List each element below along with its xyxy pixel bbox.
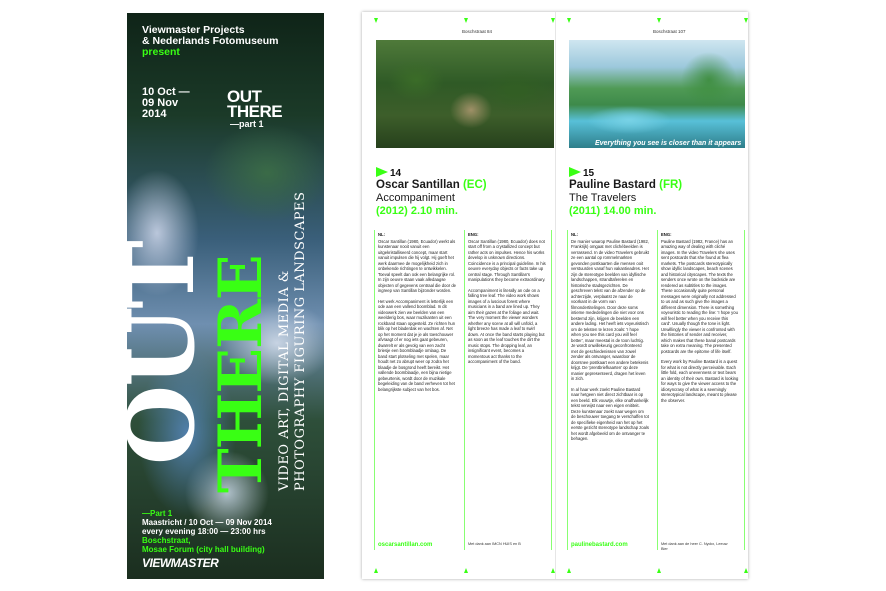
flyer-dates [142, 87, 190, 120]
flyer-vertical-line1: VIDEO ART, DIGITAL MEDIA & [277, 270, 292, 491]
crop-mark [374, 18, 378, 23]
crop-mark [464, 568, 468, 573]
text-column-nl [378, 232, 456, 397]
lang-label-nl: NL: [571, 232, 578, 237]
flyer-header-line1: Viewmaster Projects [142, 24, 245, 36]
artist-name [569, 179, 682, 191]
paragraph: Accompaniment is literally an ode on a falling tree leaf. The video work shows images of a luscious forest where musicians in a band are lined up. They aim their gazes at the foliage and wait. The very moment the viewer wonders whether any scene at all will unfold, a light breeze has made a leaf to swirl down. At once the band starts playing but as soon as the leaf touches the dirt the music stops. The dropping leaf, an insignificant event, becomes a momentous act thanks to the accompaniment of the band. [468, 287, 545, 364]
paragraph: Oscar Santillan (1980, Ecuador) werkt als kunstenaar nooit vanuit een uitgekristalliseerd concept, maar start vanuit impulsen die hij volgt. Hij goeft het werk daarmee de mogelijkheid zich in onbekende richtingen te ontwikkelen. Toeval speelt dan ook een belangrijke rol. In zijn oeuvre staan vaak alledaagse objecten of gegevens centraal die door de ingreep van Santillan bijzonder worden. [378, 238, 456, 293]
flyer-big-out: OUT [107, 242, 215, 465]
artwork-number [376, 167, 401, 179]
flyer-venue-line2: every evening 18:00 — 23:00 hrs [142, 527, 266, 536]
lang-label-en: ENG: [468, 232, 479, 237]
artist-name [376, 179, 487, 191]
artist-name-text: Oscar Santillan [376, 179, 460, 191]
lang-label-en: ENG: [661, 232, 672, 237]
column-rule [464, 230, 465, 550]
artist-website-link[interactable]: paulinebastard.com [571, 542, 628, 548]
text-column-en [661, 232, 739, 408]
flyer-small-title-line2: THERE [227, 102, 283, 121]
page-address: Boschstraat 107 [653, 29, 686, 34]
photo-subtitle-caption: Everything you see is closer than it appears [595, 140, 742, 147]
artist-country: (EC) [462, 179, 487, 191]
paragraph: De manier waarop Pauline Bastard (1982, Frankrijk) omgaat met clichébeelden is verrassend. In de video Travelers gebruikt ze een aantal op rommelmarkten gevonden postkaarten die mensen ooit verstuurden vanaf hun vakantieadres. Het zijn de stereotype beelden van idyllische landschappen, strandtaferelen en historische stadsgezichten. De geschreven tekst van de afzender op de achterzijde, verplaatst ze naar de voorkant in de vorm van filmondertitelingen. Door deze soms intieme mededelingen die niet voor ons bestemd zijn, krijgen de beelden een andere lading. Het heeft iets voyeuristisch om de teksten te lezen zoals: 'I hope when you see this card you will feel better', maar meestal is de toon luchtig. Je wordt onwillekeurig geconfronteerd met de geschiedenissen van zowel zender als ontvanger, waardoor de doorsnee postkaart een andere betekenis krijgt. De 'prentbriefkaarten' op deze manier gepresenteerd, dragen het leven in zich. [571, 238, 649, 381]
work-title: Accompaniment [376, 192, 455, 204]
column-rule [744, 230, 745, 550]
flyer-venue-line1: Maastricht / 10 Oct — 09 Nov 2014 [142, 518, 272, 527]
column-rule [551, 230, 552, 550]
flyer-vertical-subtitle [277, 192, 309, 491]
column-rule [657, 230, 658, 550]
flyer-venue-part: —Part 1 [142, 509, 173, 518]
flyer-date-line3: 2014 [142, 108, 167, 120]
crop-mark [567, 18, 571, 23]
artwork-number-value: 15 [583, 168, 595, 179]
work-year-duration: (2011) 14.00 min. [569, 205, 657, 217]
artwork-photo-forest-band [376, 40, 554, 148]
flyer-venue-line4: Mosae Forum (city hall building) [142, 545, 265, 554]
page-right [555, 12, 748, 579]
text-column-en [468, 232, 546, 370]
crop-mark [464, 18, 468, 23]
page-left [362, 12, 555, 579]
viewmaster-logo: VIEWMASTER [142, 556, 219, 570]
artist-name-text: Pauline Bastard [569, 179, 656, 191]
flyer-small-title-line1: OUT [227, 87, 262, 106]
lang-label-nl: NL: [378, 232, 385, 237]
flyer-small-title [227, 89, 282, 119]
column-rule [374, 230, 375, 550]
crop-mark [744, 568, 748, 573]
artwork-photo-pool-postcard [569, 40, 745, 148]
crop-mark [657, 568, 661, 573]
column-rule [567, 230, 568, 550]
paragraph: Every work by Pauline Bastard is a quest for what is not directly perceivable. Each little fold, each unevenness or text bears an identity of their own. Bastard is looking for ways to give the viewer access to the idiosyncrasy of what is a seemingly stereotypical landscape, meant to please the observer. [661, 359, 739, 403]
paragraph: In al haar werk zoekt Pauline Bastard naar hetgeen niet direct zichtbaar is op een beeld. Elk vouwtje, elke onafhankelijk tekst verwijst naar een eigen enititeit. Deze kunstenaar zoekt naar wegen om de beschouwer toegang te verschaffen tot de specifieke eigenheid van het op het eerste gezicht stereotype landschap zoals het wordt afgebeeld om de ontvanger te behagen. [571, 386, 649, 441]
arrow-icon [569, 167, 581, 177]
paragraph: Het werk Accompaniment is letterlijk een ode aan een vallend boomblad. In dit videowerk zien we beelden van een weelderig bos, waar muzikanten uit een rockband staan opgesteld. Ze richten hun blik op het bladerdak en wachten af. Net op het moment dat je je als toeschouwer afvraagt of er nog iets gaat gebeuren, dwarrelt er als gevolg van een zacht briesje een boomblaadje omlaag. De band start plotseling met spelen, maar houdt net zo abrupt weer op zodra het blaadje de bosgrond heeft bereikt. Het vallende boomblaadje, een bijna nietige gebeurtenis, wordt door de muzikale begeleiding van de band verheven tot het belangrijkste subject van het bos. [378, 298, 456, 392]
flyer-cover [107, 13, 324, 579]
flyer-venue [142, 509, 272, 554]
paragraph: Pauline Bastard (1982, France) has an amazing way of dealing with cliché images. In the video Travelers she uses sent postcards that she found at flea markets. The postcards stereotypically show idyllic landscapes, beach scenes and historical cityscapes. The texts the senders once wrote on the backside are rendered as subtitles to the images. These occasionally quite personal messages were originally not addressed to us and as such give the images a different dimension. There is something voyeuristic to reading the line: 'I hope you will feel better when you receive this card'. Usually though the tone is light. Unwillingly the viewer is confronted with the histories of sender and receiver, which makes that these banal postcards take on extra meaning. The presented postcards are the epitome of life itself. [661, 238, 738, 354]
work-year-duration: (2012) 2.10 min. [376, 205, 458, 217]
text-column-nl [571, 232, 649, 447]
arrow-icon [376, 167, 388, 177]
crop-mark [657, 18, 661, 23]
flyer-venue-line3: Boschstraat, [142, 536, 191, 545]
paragraph: Oscar Santillan (1980, Ecuador) does not start off from a crystallized concept but rather acts on impulses. Hence his works develop in unknown directions. Coincidence is a principal guideline. In his oeuvre everyday objects or facts take up central stage. Through Santillan's manipulations they become extraordinary. [468, 238, 546, 282]
booklet-spread [362, 12, 748, 579]
artwork-number [569, 167, 594, 179]
flyer-part-label: —part 1 [230, 119, 264, 129]
crop-mark [567, 568, 571, 573]
flyer-big-there: THERE [206, 255, 276, 493]
flyer-header [142, 25, 279, 58]
artist-website-link[interactable]: oscarsantillan.com [378, 542, 433, 548]
crop-mark [374, 568, 378, 573]
flyer-vertical-line2: PHOTOGRAPHY FIGURING LANDSCAPES [293, 191, 308, 491]
artwork-number-value: 14 [390, 168, 402, 179]
credits-text: Met dank aan de heer C. Nyckx, Leeuw Bier [661, 542, 728, 551]
page-address: Boschstraat 84 [462, 29, 493, 34]
flyer-header-line2: & Nederlands Fotomuseum [142, 35, 279, 47]
flyer-header-present: present [142, 46, 180, 58]
artist-country: (FR) [659, 179, 683, 191]
credits-text: Met dank aan IMCN HUIS en B [468, 542, 521, 546]
flyer-date-line2: 09 Nov [142, 97, 179, 109]
flyer-date-line1: 10 Oct — [142, 86, 190, 98]
work-title: The Travelers [569, 192, 637, 204]
crop-mark [744, 18, 748, 23]
